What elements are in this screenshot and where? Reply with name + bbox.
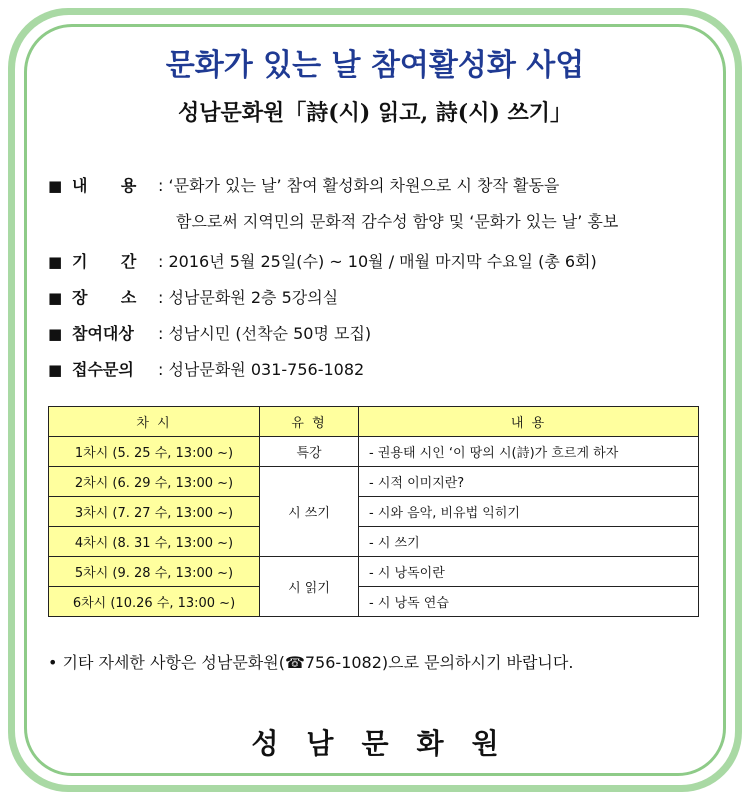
info-row-period: [48, 248, 728, 284]
table-row: [49, 557, 699, 587]
page-subtitle: 성남문화원「詩(시) 읽고, 詩(시) 쓰기」: [177, 100, 573, 126]
table-row: [49, 467, 699, 497]
content-cell: - 시 낭독 연습: [359, 587, 699, 617]
session-cell: 6차시 (10.26 수, 13:00 ~): [49, 587, 260, 617]
table-row: [49, 587, 699, 617]
target-label: 참여대상: [72, 324, 134, 343]
type-cell: 특강: [260, 437, 359, 467]
square-bullet-icon: ■: [48, 253, 63, 271]
type-cell: 시 쓰기: [260, 467, 359, 557]
table-row: [49, 497, 699, 527]
header-type: 유 형: [260, 407, 359, 437]
square-bullet-icon: ■: [48, 361, 63, 379]
page-title: 문화가 있는 날 참여활성화 사업: [165, 48, 585, 83]
table-row: [49, 527, 699, 557]
schedule-table: [48, 406, 699, 617]
header-content: 내 용: [359, 407, 699, 437]
period-label: 기 간: [72, 252, 137, 271]
info-row-place: [48, 284, 728, 320]
table-row: [49, 437, 699, 467]
content-cell: - 시 쓰기: [359, 527, 699, 557]
header-session: 차 시: [49, 407, 260, 437]
type-cell: 시 읽기: [260, 557, 359, 617]
session-cell: 3차시 (7. 27 수, 13:00 ~): [49, 497, 260, 527]
square-bullet-icon: ■: [48, 177, 63, 195]
content-cell: - 시와 음악, 비유법 익히기: [359, 497, 699, 527]
content-cell: - 권용태 시인 ‘이 땅의 시(詩)가 흐르게 하자: [359, 437, 699, 467]
place-label: 장 소: [72, 288, 137, 307]
info-row-contact: [48, 356, 728, 392]
inquiry-note: • 기타 자세한 사항은 성남문화원(☎756-1082)으로 문의하시기 바랍니다.: [48, 653, 574, 672]
table-header-row: [49, 407, 699, 437]
contact-label: 접수문의: [72, 360, 134, 379]
square-bullet-icon: ■: [48, 289, 63, 307]
content-label: 내 용: [72, 176, 137, 195]
place-value: : 성남문화원 2층 5강의실: [158, 288, 339, 307]
session-cell: 4차시 (8. 31 수, 13:00 ~): [49, 527, 260, 557]
content-cell: - 시 낭독이란: [359, 557, 699, 587]
footer-organization: 성남문화원: [251, 727, 527, 760]
info-row-content: [48, 172, 728, 248]
session-cell: 2차시 (6. 29 수, 13:00 ~): [49, 467, 260, 497]
content-cell: - 시적 이미지란?: [359, 467, 699, 497]
square-bullet-icon: ■: [48, 325, 63, 343]
contact-value: : 성남문화원 031-756-1082: [158, 360, 365, 379]
period-value: : 2016년 5월 25일(수) ~ 10월 / 매월 마지막 수요일 (총 6회): [158, 252, 597, 271]
session-cell: 1차시 (5. 25 수, 13:00 ~): [49, 437, 260, 467]
info-section: [48, 172, 728, 392]
info-row-target: [48, 320, 728, 356]
session-cell: 5차시 (9. 28 수, 13:00 ~): [49, 557, 260, 587]
content-value-line2: 함으로써 지역민의 문화적 감수성 함양 및 ‘문화가 있는 날’ 홍보: [176, 212, 619, 231]
target-value: : 성남시민 (선착순 50명 모집): [158, 324, 372, 343]
content-value-line1: : ‘문화가 있는 날’ 참여 활성화의 차원으로 시 창작 활동을: [158, 176, 560, 195]
